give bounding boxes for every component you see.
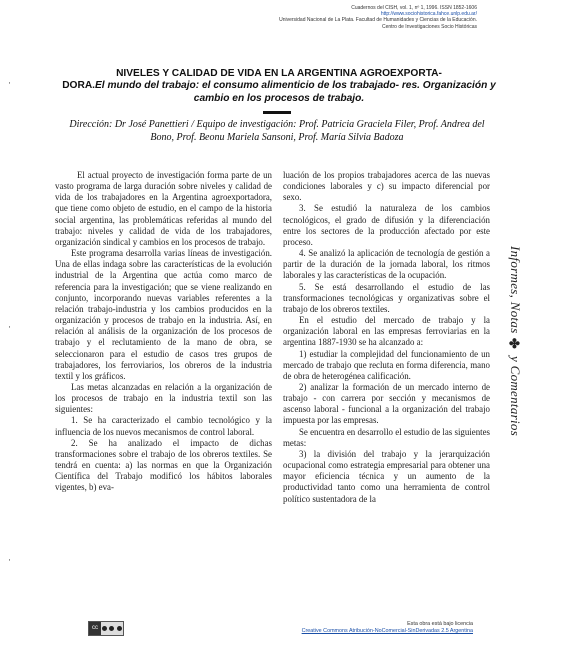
header-university: Universidad Nacional de La Plata. Facultad de Humanidades y Ciencias de la Educación. — [279, 17, 477, 24]
margin-mark: · — [8, 555, 11, 565]
paragraph: 3) la división del trabajo y la jerarquización ocupacional como estrategia empresarial para obtener una mayor eficiencia técnica y un aumento de la productividad tanto como una herramienta de control político sustentadora de la — [283, 448, 490, 504]
margin-mark: · — [8, 322, 11, 332]
attribution-icon — [102, 626, 107, 631]
body-column-right — [283, 170, 490, 505]
article-title — [54, 68, 504, 105]
title-subtitle: El mundo del trabajo: el consumo alimenticio de los trabajado- res. Organización y cambio en los procesos de trabajo. — [95, 80, 496, 104]
paragraph: El actual proyecto de investigación forma parte de un vasto programa de larga duración sobre niveles y calidad de vida de los trabajadores en la Argentina agroexportadora, que tiene como objeto de estudio, en el campo de la historia social argentina, las problemáticas referidas al mundo del trabajo: niveles y calidad de vida de los trabajadores, organización sindical y cambios en los procesos de trabajo. — [55, 170, 272, 247]
creative-commons-badge[interactable] — [88, 621, 124, 636]
paragraph: 1) estudiar la complejidad del funcionamiento de un mercado de trabajo que recluta en forma diferencia, mano de obra de heterogénea calificación. — [283, 348, 490, 381]
body-column-left — [55, 170, 272, 494]
ornament-icon: ✤ — [508, 337, 523, 353]
license-text: Esta obra está bajo licencia — [407, 621, 473, 627]
title-divider — [263, 111, 291, 114]
paragraph: 1. Se ha caracterizado el cambio tecnológico y la influencia de los nuevos mecanismos de control laboral. — [55, 415, 272, 437]
journal-header — [147, 5, 477, 30]
paragraph: 5. Se está desarrollando el estudio de las transformaciones tecnológicas y organizativas sobre el trabajo de los obreros textiles. — [283, 281, 490, 314]
authors-line: Dirección: Dr José Panettieri / Equipo de investigación: Prof. Patricia Graciela Filer, Prof. Andrea del Bono, Prof. Beonu Mariela Sansoni, Prof. María Silvia Badoza — [69, 119, 485, 143]
noderivs-icon — [117, 626, 122, 631]
paragraph: Este programa desarrolla varias líneas de investigación. Una de ellas indaga sobre las características de la evolución industrial de la Argentina que actúa como marco de referencia para la investigación; que se viene realizando en conjunto, incorporando nuevas variables referentes a la relación trabajo-industria y los cambios producidos en la organización y procesos de trabajo en la industria. Así, en relación al análisis de la organización de los procesos de trabajo y el reclutamiento de la mano de obra, se seleccionaron para el estudio de casos tres grupos de trabajadores, los ferroviarios, los obreros de la industria textil y los gráficos. — [55, 248, 272, 381]
paragraph: 2) analizar la formación de un mercado interno de trabajo - con carrera por sección y mecanismos de ascenso laboral - funcional a la organización del trabajo impuesta por las empresas. — [283, 381, 490, 426]
license-link[interactable]: Creative Commons Atribución-NoComercial-SinDerivadas 2.5 Argentina — [301, 628, 473, 634]
paragraph: Se encuentra en desarrollo el estudio de las siguientes metas: — [283, 426, 490, 448]
paragraph: luación de los propios trabajadores acerca de las nuevas condiciones laborales y c) su impacto diferencial por sexo. — [283, 170, 490, 203]
header-citation: Cuadernos del CISH, vol. 1, nº 1, 1996. ISSN 1852-1606 — [351, 5, 477, 11]
side-label-part1: Informes, Notas — [508, 246, 523, 338]
section-side-label — [507, 246, 523, 436]
title-main-cont: DORA. — [62, 80, 96, 92]
noncommercial-icon — [109, 626, 114, 631]
margin-mark: · — [8, 78, 11, 88]
title-main: NIVELES Y CALIDAD DE VIDA EN LA ARGENTINA AGROEXPORTA- — [116, 68, 442, 79]
paragraph: Las metas alcanzadas en relación a la organización de los procesos de trabajo en la industria textil son las siguientes: — [55, 381, 272, 415]
paragraph: En el estudio del mercado de trabajo y la organización laboral en las empresas ferroviarias en la argentina 1887-1930 se ha alcanzado a: — [283, 315, 490, 348]
header-center: Centro de Investigaciones Socio Históricas — [381, 23, 477, 30]
paragraph: 4. Se analizó la aplicación de tecnología de gestión a partir de la duración de la jornada laboral, los ritmos laborales y las características de la ocupación. — [283, 248, 490, 281]
paragraph: 2. Se ha analizado el impacto de dichas transformaciones sobre el trabajo de los obreros textiles. Se tendrá en cuenta: a) las normas en que la Organización Científica del Trabajo modificó los hábitos laborales vigentes, b) eva- — [55, 437, 272, 493]
paragraph: 3. Se estudió la naturaleza de los cambios tecnológicos, el grado de difusión y la diferenciación entre los sectores de la producción afectado por este proceso. — [283, 203, 490, 247]
cc-logo-icon: cc — [89, 622, 101, 635]
license-notice — [243, 621, 473, 635]
side-label-part2: y Comentarios — [508, 352, 523, 437]
header-url-link[interactable]: http://www.sociohistorica.fahce.unlp.edu.ar/ — [380, 11, 477, 18]
